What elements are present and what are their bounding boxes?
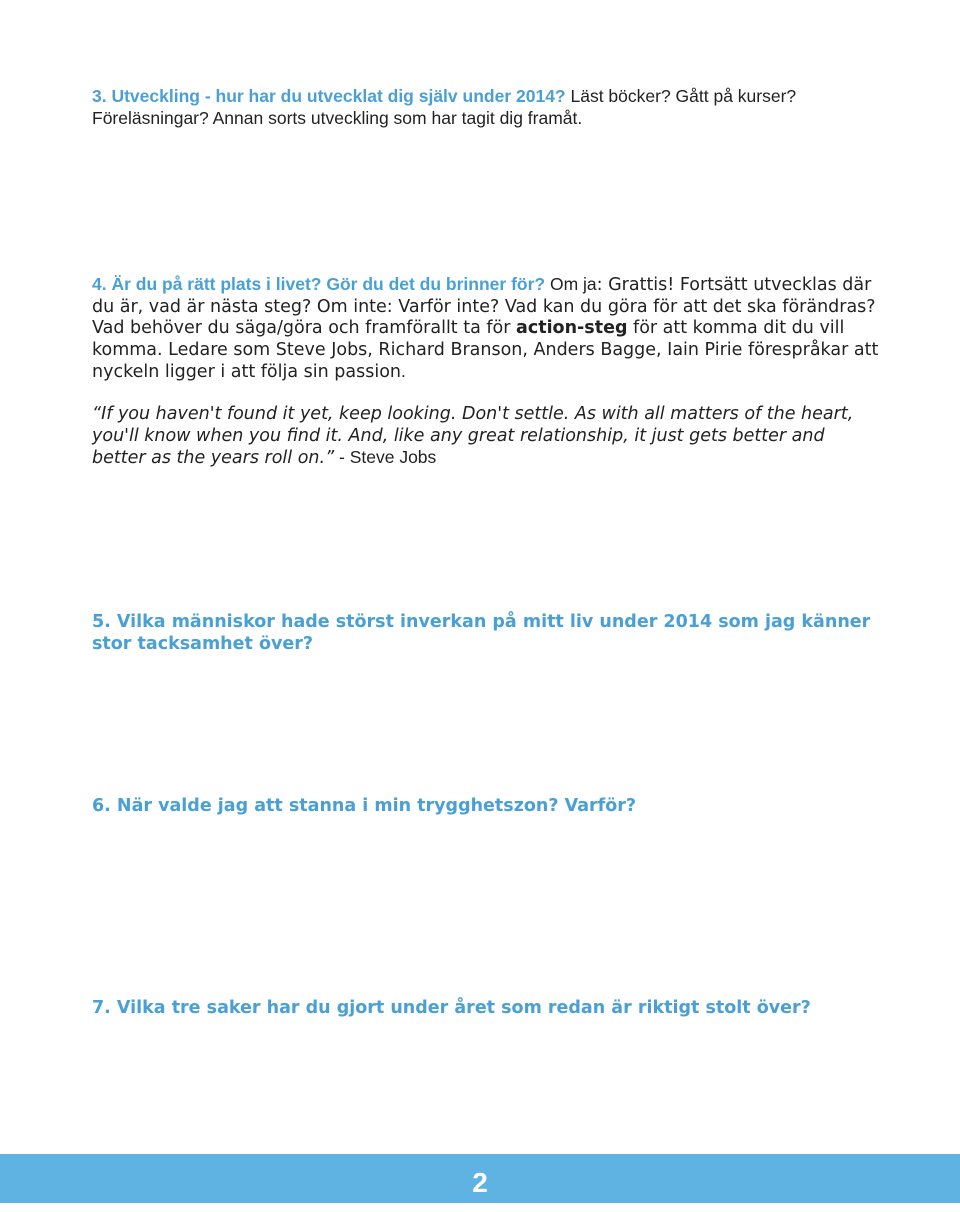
quote-author: - Steve Jobs xyxy=(334,447,437,467)
question-6 xyxy=(92,796,882,818)
footer-bar xyxy=(0,1154,960,1203)
question-3-text: Läst böcker? Gått på kurser? Föreläsningar? Annan sorts utveckling som har tagit dig framåt. xyxy=(92,86,797,128)
question-3-heading: 3. Utveckling - hur har du utvecklat dig själv under 2014? xyxy=(92,86,566,106)
question-4-text-5: . Ledare som Steve Jobs, Richard Branson, Anders Bagge, Iain Pirie förespråkar att nyckeln ligger i att följa sin passion xyxy=(92,339,879,382)
question-7-heading: 7. Vilka tre saker har du gjort under året som redan är riktigt stolt över? xyxy=(92,998,811,1018)
question-4-text-2: : Grattis! Fortsätt utvecklas där du är, vad är nästa steg? Om inte xyxy=(92,275,872,317)
action-steg-bold: action-steg xyxy=(516,318,628,338)
question-4-text-4: för att komma dit du vill komma xyxy=(92,318,845,360)
quote-paragraph xyxy=(92,404,882,470)
page-number: 2 xyxy=(472,1167,488,1198)
question-3 xyxy=(92,86,882,129)
question-6-heading: 6. När valde jag att stanna i min trygghetszon? Varför? xyxy=(92,796,637,816)
question-3-paragraph xyxy=(92,86,882,129)
question-4-heading: 4. Är du på rätt plats i livet? Gör du det du brinner för? xyxy=(92,274,546,294)
question-4-text-1: Om ja xyxy=(545,274,597,294)
question-4 xyxy=(92,274,882,384)
question-4-paragraph xyxy=(92,274,882,384)
quote-text: “If you haven't found it yet, keep looking. Don't settle. As with all matters of the heart, you'll know when you find it. And, like any great relationship, it just gets better and better as the years roll on.” xyxy=(92,404,854,468)
question-4-text-3: : Varför inte? Vad kan du göra för att det ska förändras? Vad behöver du säga/göra och framförallt ta för xyxy=(92,296,876,338)
steve-jobs-quote xyxy=(92,404,882,470)
question-5-heading: 5. Vilka människor hade störst inverkan på mitt liv under 2014 som jag känner stor tacksamhet över? xyxy=(92,612,871,654)
question-7 xyxy=(92,998,882,1020)
question-5 xyxy=(92,612,882,655)
question-4-text-6: . xyxy=(401,361,406,381)
